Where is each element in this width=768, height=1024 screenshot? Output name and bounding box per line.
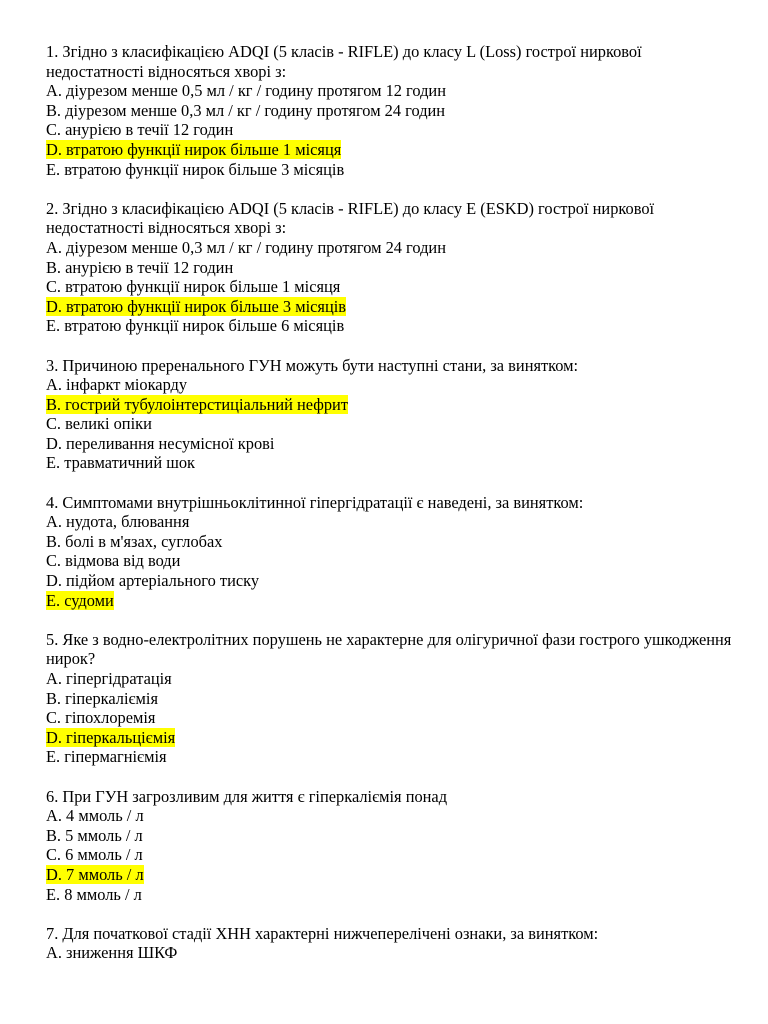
answer-text: A. зниження ШКФ — [46, 943, 178, 963]
answer-text: A. 4 ммоль / л — [46, 806, 144, 826]
answer-option — [46, 885, 736, 905]
answer-text: C. 6 ммоль / л — [46, 845, 143, 865]
answer-text: A. діурезом менше 0,3 мл / кг / годину протягом 24 годин — [46, 237, 446, 257]
answer-option — [46, 571, 736, 591]
question-text: 7. Для початкової стадії ХНН характерні нижчеперелічені ознаки, за винятком: — [46, 923, 599, 943]
answer-option — [46, 120, 736, 140]
question-block — [46, 42, 736, 179]
answer-text: E. 8 ммоль / л — [46, 884, 142, 904]
answer-option — [46, 81, 736, 101]
highlighted-answer-text: D. 7 ммоль / л — [46, 864, 144, 884]
answer-text: C. відмова від води — [46, 551, 181, 571]
answer-option — [46, 943, 736, 963]
question-block — [46, 630, 736, 767]
answer-text: C. анурією в течії 12 годин — [46, 120, 234, 140]
answer-text: D. підйом артеріального тиску — [46, 571, 260, 591]
answer-text: D. переливання несумісної крові — [46, 433, 275, 453]
answer-option — [46, 258, 736, 278]
highlighted-answer-text: D. втратою функції нирок більше 1 місяця — [46, 139, 342, 159]
answer-option — [46, 414, 736, 434]
highlighted-answer-text: E. судоми — [46, 590, 114, 610]
answer-option — [46, 316, 736, 336]
answer-option — [46, 689, 736, 709]
highlighted-answer-text: D. втратою функції нирок більше 3 місяців — [46, 296, 347, 316]
answer-option — [46, 669, 736, 689]
answer-option — [46, 826, 736, 846]
question-block — [46, 199, 736, 336]
answer-option — [46, 551, 736, 571]
answer-text: B. болі в м'язах, суглобах — [46, 531, 223, 551]
answer-option — [46, 395, 736, 415]
answer-option — [46, 591, 736, 611]
highlighted-answer-text: D. гіперкальціємія — [46, 727, 176, 747]
question-text: 6. При ГУН загрозливим для життя є гіперкаліємія понад — [46, 786, 448, 806]
answer-text: B. діурезом менше 0,3 мл / кг / годину протягом 24 годин — [46, 100, 446, 120]
answer-text: C. великі опіки — [46, 414, 152, 434]
question-text: 5. Яке з водно-електролітних порушень не характерне для олігуричної фази гострого ушкодження нирок? — [46, 629, 732, 669]
answer-option — [46, 747, 736, 767]
answer-option — [46, 375, 736, 395]
answer-option — [46, 434, 736, 454]
answer-option — [46, 806, 736, 826]
answer-text: A. гіпергідратація — [46, 669, 172, 688]
answer-option — [46, 708, 736, 728]
question-text: 3. Причиною преренального ГУН можуть бути наступні стани, за винятком: — [46, 355, 579, 375]
answer-option — [46, 160, 736, 180]
answer-option — [46, 277, 736, 297]
highlighted-answer-text: B. гострий тубулоінтерстиціальний нефрит — [46, 394, 348, 414]
answer-text: E. травматичний шок — [46, 453, 195, 473]
answer-text: A. діурезом менше 0,5 мл / кг / годину протягом 12 годин — [46, 81, 446, 101]
answer-option — [46, 845, 736, 865]
question-block — [46, 493, 736, 611]
answer-text: E. втратою функції нирок більше 6 місяців — [46, 316, 345, 336]
answer-option — [46, 532, 736, 552]
answer-text: B. гіперкаліємія — [46, 688, 159, 708]
answer-text: B. анурією в течії 12 годин — [46, 257, 234, 277]
document-page — [46, 42, 736, 983]
question-text: 2. Згідно з класифікацією ADQI (5 класів - RIFLE) до класу E (ESKD) гострої ниркової недостатності відносяться хворі з: — [46, 198, 655, 238]
answer-option — [46, 865, 736, 885]
answer-option — [46, 238, 736, 258]
answer-option — [46, 728, 736, 748]
answer-text: C. гіпохлоремія — [46, 708, 156, 728]
answer-text: E. втратою функції нирок більше 3 місяців — [46, 159, 345, 179]
question-text: 1. Згідно з класифікацією ADQI (5 класів - RIFLE) до класу L (Loss) гострої ниркової недостатності відносяться хворі з: — [46, 42, 642, 81]
answer-text: E. гіпермагніємія — [46, 747, 167, 767]
answer-option — [46, 140, 736, 160]
answer-option — [46, 453, 736, 473]
answer-text: B. 5 ммоль / л — [46, 825, 143, 845]
question-block — [46, 924, 736, 963]
question-text: 4. Симптомами внутрішньоклітинної гіпергідратації є наведені, за винятком: — [46, 492, 584, 512]
question-block — [46, 356, 736, 474]
answer-option — [46, 101, 736, 121]
question-block — [46, 787, 736, 905]
answer-text: A. нудота, блювання — [46, 512, 190, 532]
answer-text: C. втратою функції нирок більше 1 місяця — [46, 277, 341, 297]
answer-option — [46, 512, 736, 532]
answer-text: A. інфаркт міокарду — [46, 375, 188, 395]
answer-option — [46, 297, 736, 317]
